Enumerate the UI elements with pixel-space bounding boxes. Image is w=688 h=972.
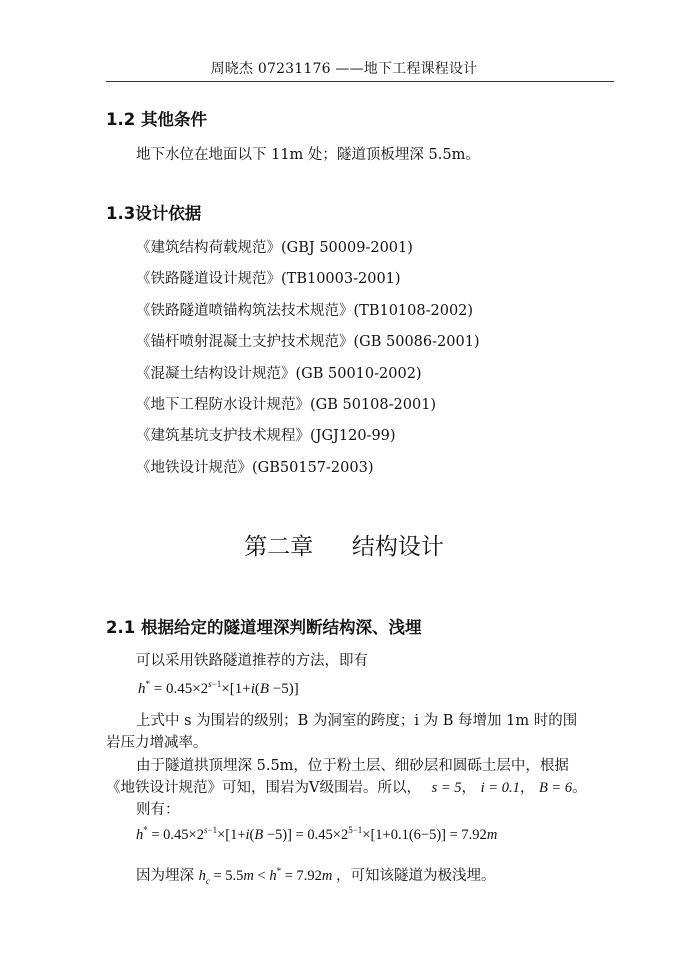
param-i: i = 0.1 [480,780,520,796]
chapter-heading [0,528,688,561]
reference-item: 《地铁设计规范》(GB50157-2003) [136,460,374,476]
para2-line1: 由于隧道拱顶埋深 5.5m，位于粉土层、细砂层和圆砾土层中，根据 [136,758,569,774]
param-B: B = 6 [538,780,573,796]
conclusion-math: $h_c = 5.5m < h^* = 7.92m$ [198,866,333,886]
formula-1: $h^* = 0.45\times 2^{s-1}\times[1+i(B -5)]$ [138,679,299,697]
formula-2: $h^* = 0.45\times 2^{s-1}\times[1+i(B -5)] = 0.45\times 2^{5-1}\times[1+0.1(6-5)] = 7.92m$ [136,825,498,843]
conclusion-line [136,864,496,886]
para2-line2: 《地铁设计规范》可知，围岩为Ⅴ级围岩。所以， s = 5， i = 0.1， B = 6。 [106,780,587,796]
reference-item: 《铁路隧道喷锚构筑法技术规范》(TB10108-2002) [136,303,474,319]
header-rule [106,81,614,82]
conclusion-suffix: ，可知该隧道为极浅埋。 [336,868,496,884]
chapter-title: 结构设计 [351,534,444,560]
para1-line1: 上式中 s 为围岩的级别；B 为洞室的跨度；i 为 B 每增加 1m 时的围 [136,713,578,729]
conclusion-prefix: 因为埋深 [136,868,194,884]
reference-item: 《建筑基坑支护技术规程》(JGJ120-99) [136,428,396,444]
section-1-3-title: 1.3设计依据 [106,204,202,223]
running-header: 周晓杰 07231176 ——地下工程课程设计 [210,61,478,77]
reference-item: 《建筑结构荷载规范》(GBJ 50009-2001) [136,240,413,256]
reference-item: 《铁路隧道设计规范》(TB10003-2001) [136,271,401,287]
then-label: 则有： [136,802,180,818]
para1-line2: 岩压力增减率。 [106,735,208,751]
reference-item: 《锚杆喷射混凝土支护技术规范》(GB 50086-2001) [136,334,480,350]
reference-item: 《地下工程防水设计规范》(GB 50108-2001) [136,397,437,413]
param-s: s = 5 [431,780,462,796]
section-2-1-title: 2.1 根据给定的隧道埋深判断结构深、浅埋 [106,618,422,637]
reference-item: 《混凝土结构设计规范》(GB 50010-2002) [136,366,422,382]
section-2-1-intro: 可以采用铁路隧道推荐的方法，即有 [136,653,368,669]
chapter-number: 第二章 [244,534,314,560]
section-1-2-title: 1.2 其他条件 [106,110,207,129]
para2-line2-text: 《地铁设计规范》可知，围岩为Ⅴ级围岩。所以， [106,780,421,796]
section-1-2-body: 地下水位在地面以下 11m 处；隧道顶板埋深 5.5m。 [136,147,480,163]
